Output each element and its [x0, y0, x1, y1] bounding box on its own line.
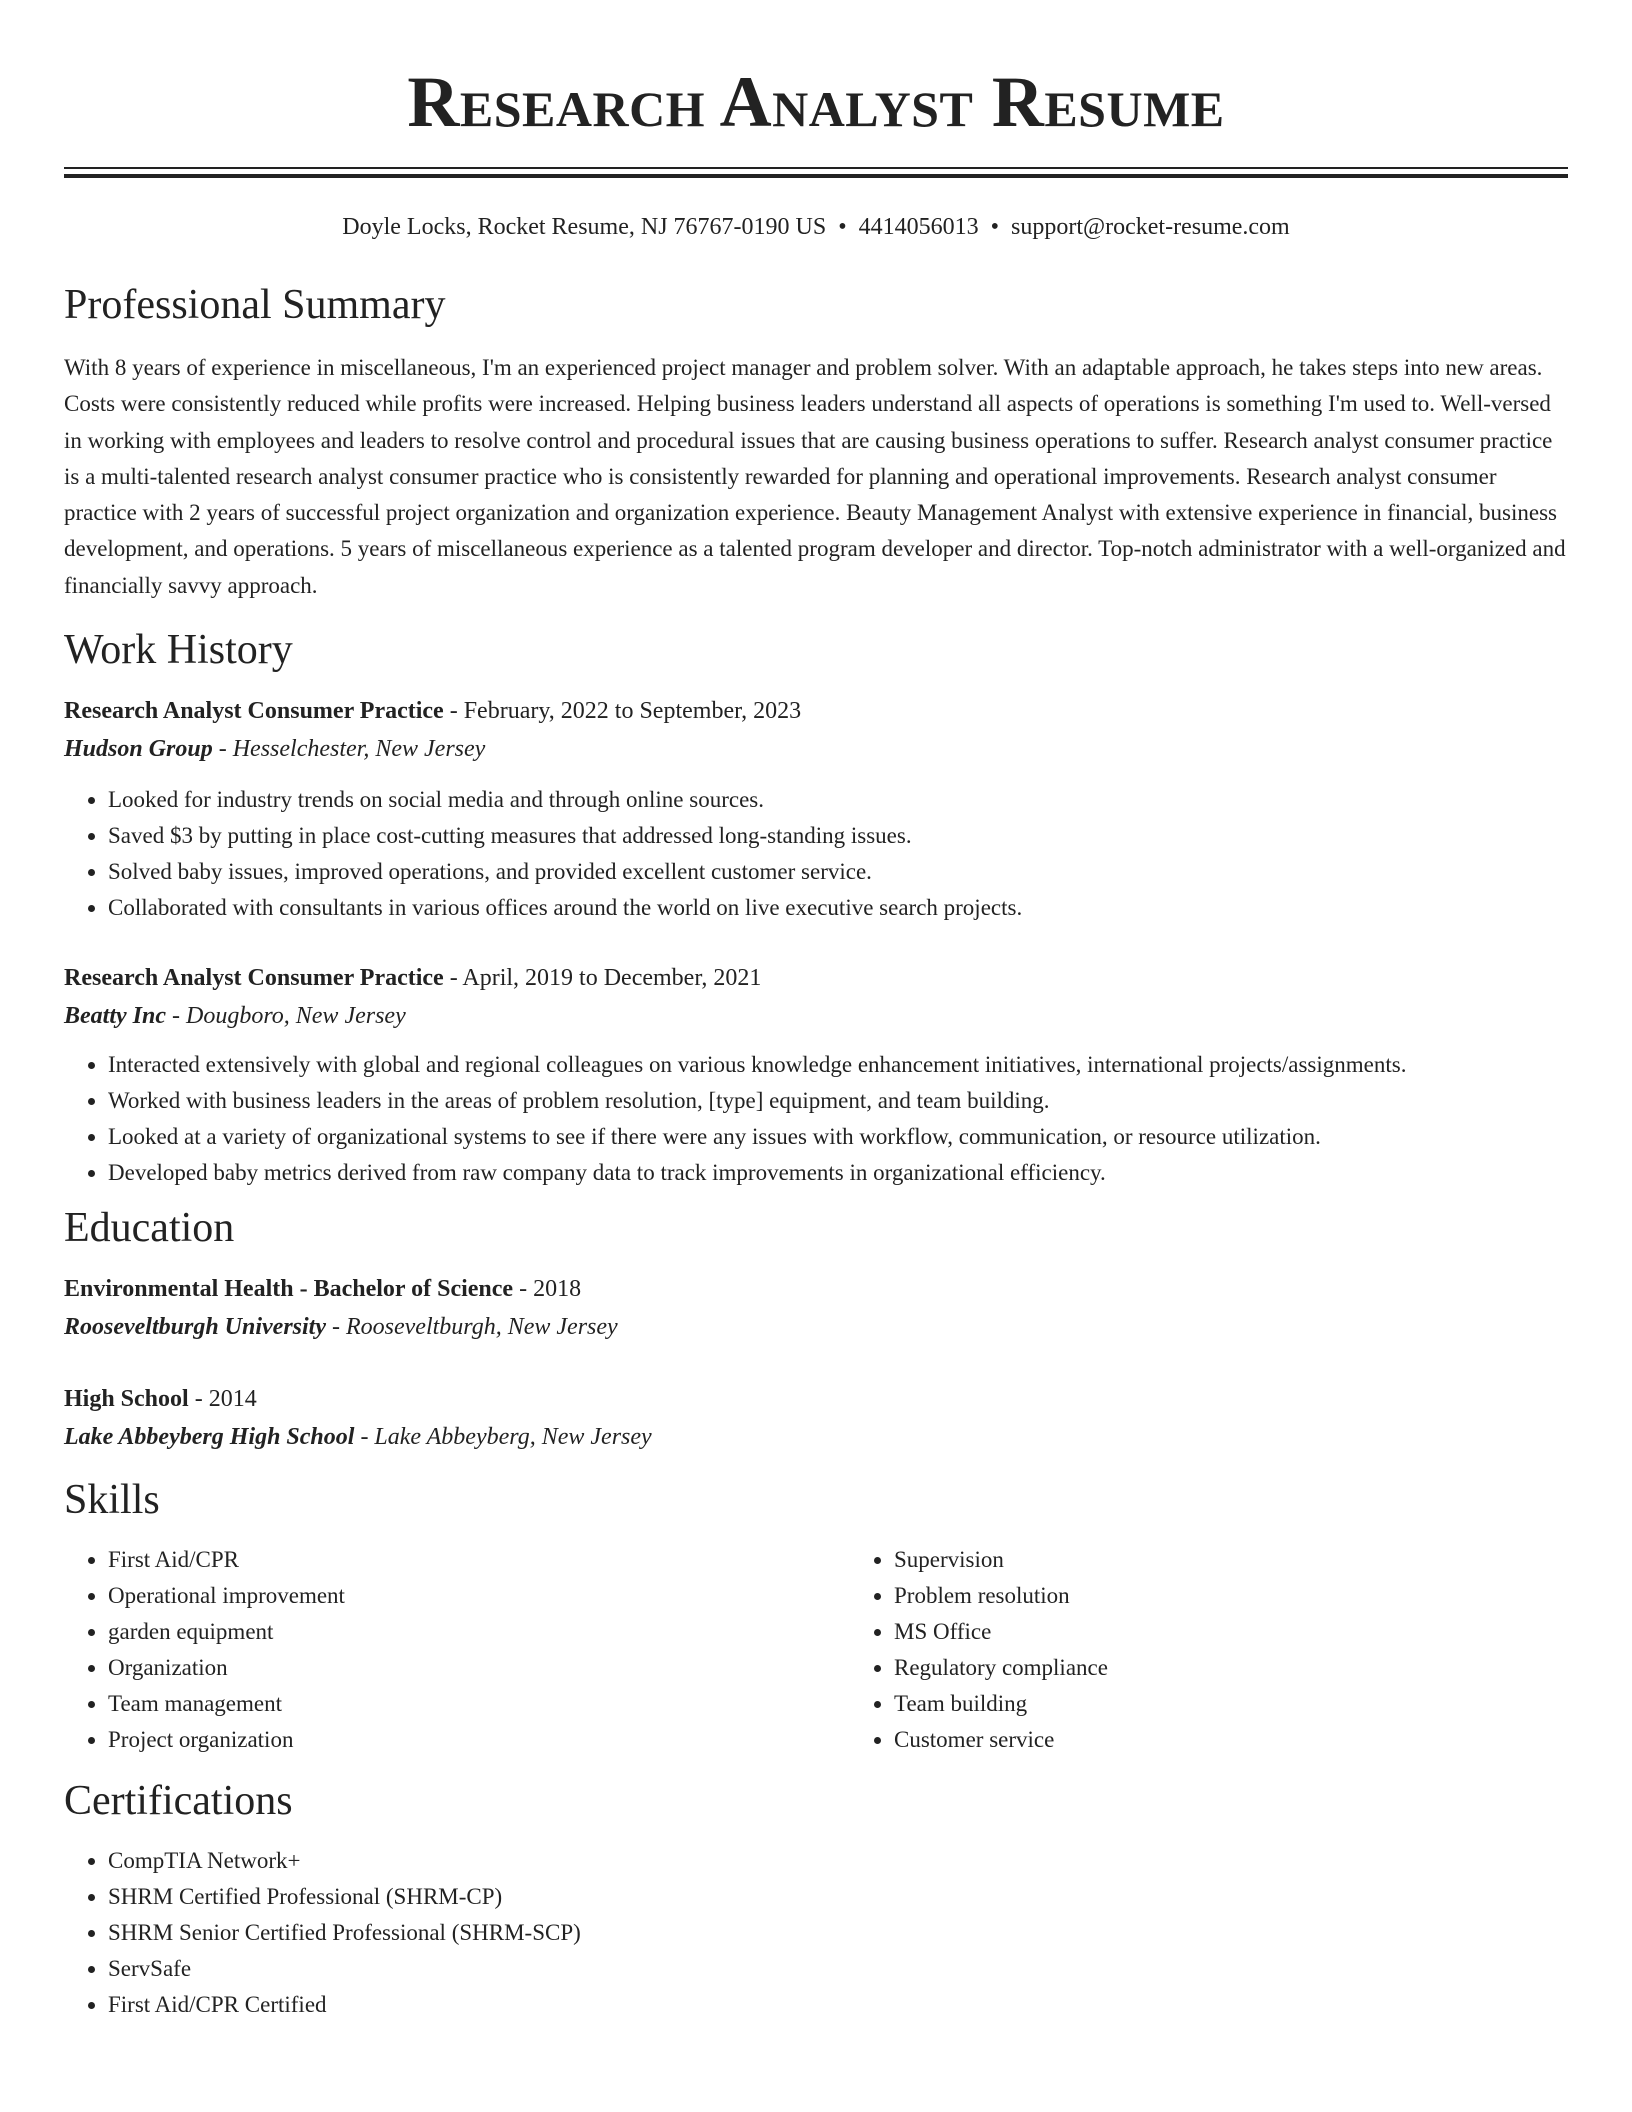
summary-section [64, 280, 1568, 604]
education-entry [64, 1380, 1568, 1456]
job-location: - Dougboro, New Jersey [166, 1003, 406, 1030]
list-item: • Developed baby metrics derived from raw company data to track improvements in organizational efficiency. [108, 1155, 1568, 1191]
section-heading-skills: Skills [64, 1477, 160, 1524]
degree: Environmental Health - Bachelor of Science [64, 1276, 514, 1303]
section-heading-work-history: Work History [64, 627, 293, 674]
job-dates: - February, 2022 to September, 2023 [443, 698, 802, 725]
contact-separator: • [838, 214, 847, 240]
work-history-section [64, 625, 1568, 1191]
list-item: • First Aid/CPR [108, 1542, 850, 1578]
job-bullets [64, 782, 1568, 926]
job-entry [64, 959, 1568, 1191]
list-item: • ServSafe [108, 1951, 1568, 1987]
skills-section [64, 1475, 1568, 1758]
degree-line [64, 1380, 1568, 1418]
list-item: • Looked at a variety of organizational systems to see if there were any issues with workflow, communication, or resource utilization. [108, 1119, 1568, 1155]
list-item: • Solved baby issues, improved operations, and provided excellent customer service. [108, 854, 1568, 890]
list-item: • Project organization [108, 1722, 850, 1758]
list-item: • CompTIA Network+ [108, 1843, 1568, 1879]
degree: High School [64, 1386, 189, 1413]
graduation-year: - 2014 [188, 1386, 257, 1413]
resume-title: Research Analyst Resume [407, 62, 1225, 142]
job-company: Hudson Group [64, 736, 213, 763]
list-item: • First Aid/CPR Certified [108, 1987, 1568, 2023]
certifications-section [64, 1776, 1568, 2023]
skills-columns [64, 1542, 1568, 1758]
certifications-list [64, 1843, 1568, 2023]
job-dates: - April, 2019 to December, 2021 [443, 965, 762, 992]
contact-separator: • [990, 214, 1000, 240]
job-bullets [64, 1047, 1568, 1191]
degree-line [64, 1270, 1568, 1308]
list-item: • SHRM Certified Professional (SHRM-CP) [108, 1879, 1568, 1915]
education-section [64, 1203, 1568, 1456]
skills-list-right [850, 1542, 1108, 1758]
title-divider-thick [64, 174, 1568, 178]
list-item: • Organization [108, 1650, 850, 1686]
contact-address: Doyle Locks, Rocket Resume, NJ 76767-0190 US [342, 214, 827, 240]
graduation-year: - 2018 [513, 1276, 582, 1303]
contact-email: support@rocket-resume.com [1011, 214, 1290, 240]
list-item: • SHRM Senior Certified Professional (SHRM-SCP) [108, 1915, 1568, 1951]
list-item: • Customer service [894, 1722, 1108, 1758]
list-item: • Saved $3 by putting in place cost-cutting measures that addressed long-standing issues. [108, 818, 1568, 854]
list-item: • Supervision [894, 1542, 1108, 1578]
school-name: Rooseveltburgh University [64, 1314, 326, 1341]
job-title-line [64, 692, 1568, 730]
contact-phone: 4414056013 [858, 214, 979, 240]
list-item: • Worked with business leaders in the areas of problem resolution, [type] equipment, and team building. [108, 1083, 1568, 1119]
school-location: - Rooseveltburgh, New Jersey [326, 1314, 618, 1341]
school-name: Lake Abbeyberg High School [64, 1424, 355, 1451]
job-location: - Hesselchester, New Jersey [212, 736, 486, 763]
list-item: • Looked for industry trends on social media and through online sources. [108, 782, 1568, 818]
contact-line [64, 212, 1568, 242]
list-item: • Operational improvement [108, 1578, 850, 1614]
job-entry [64, 692, 1568, 926]
title-divider-thin [64, 167, 1568, 169]
school-line [64, 1418, 1568, 1456]
section-heading-education: Education [64, 1205, 235, 1252]
school-line [64, 1308, 1568, 1346]
list-item: • Collaborated with consultants in various offices around the world on live executive search projects. [108, 890, 1568, 926]
summary-text: With 8 years of experience in miscellaneous, I'm an experienced project manager and problem solver. With an adaptable approach, he takes steps into new areas. Costs were consistently reduced while profits were increased. Helping business leaders understand all aspects of operations is something I'm used to. Well-versed in working with employees and leaders to resolve control and procedural issues that are causing business operations to suffer. Research analyst consumer practice is a multi-talented research analyst consumer practice who is consistently rewarded for planning and operational improvements. Research analyst consumer practice with 2 years of successful project organization and organization experience. Beauty Management Analyst with extensive experience in financial, business development, and operations. 5 years of miscellaneous experience as a talented program developer and director. Top-notch administrator with a well-organized and financially savvy approach. [64, 355, 1566, 598]
section-heading-certifications: Certifications [64, 1778, 293, 1825]
section-heading-summary: Professional Summary [64, 282, 446, 328]
list-item: • garden equipment [108, 1614, 850, 1650]
list-item: • Team building [894, 1686, 1108, 1722]
job-company-line [64, 997, 1568, 1035]
education-entry [64, 1270, 1568, 1346]
school-location: - Lake Abbeyberg, New Jersey [354, 1424, 652, 1451]
job-title-line [64, 959, 1568, 997]
list-item: • Team management [108, 1686, 850, 1722]
list-item: • Interacted extensively with global and regional colleagues on various knowledge enhancement initiatives, international projects/assignments. [108, 1047, 1568, 1083]
job-company: Beatty Inc [64, 1003, 166, 1030]
skills-list-left [64, 1542, 850, 1758]
job-company-line [64, 730, 1568, 768]
list-item: • MS Office [894, 1614, 1108, 1650]
job-title: Research Analyst Consumer Practice [64, 965, 444, 992]
job-title: Research Analyst Consumer Practice [64, 698, 444, 725]
list-item: • Problem resolution [894, 1578, 1108, 1614]
list-item: • Regulatory compliance [894, 1650, 1108, 1686]
